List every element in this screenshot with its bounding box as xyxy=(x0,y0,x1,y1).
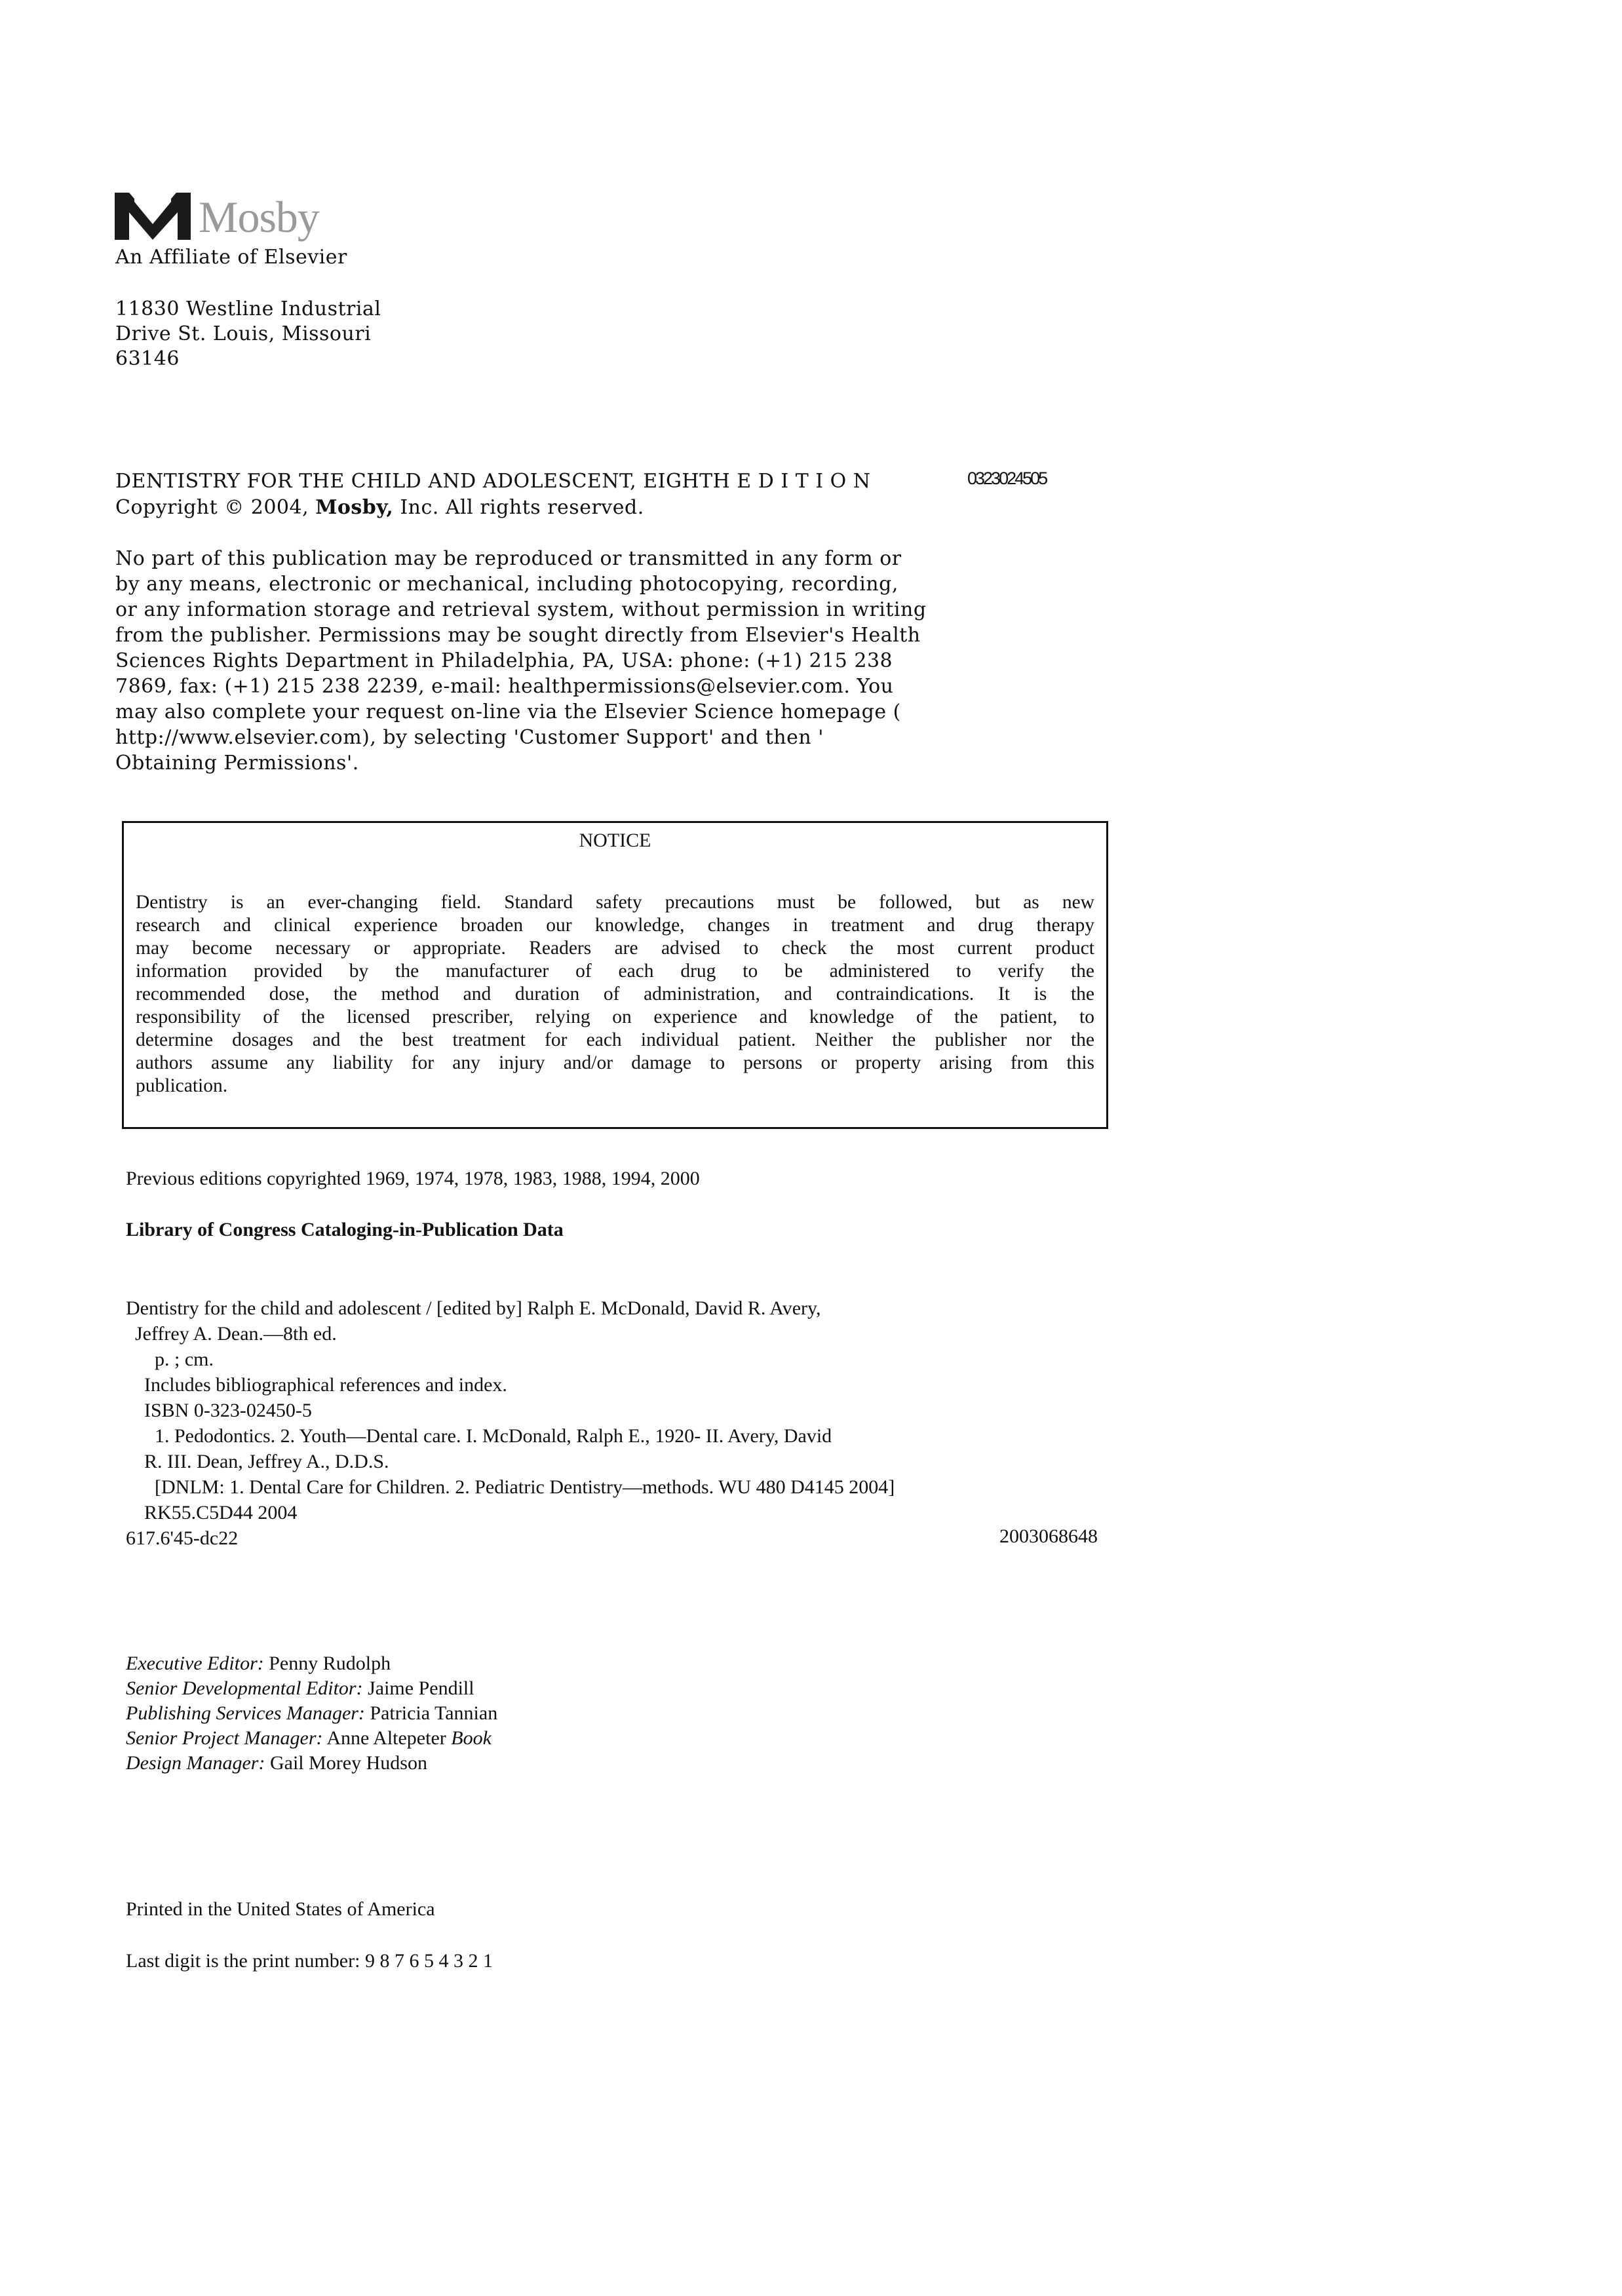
notice-box xyxy=(122,821,1108,1129)
notice-line: recommended dose, the method and duration of administration, and contraindications. It is the xyxy=(136,984,1094,1004)
notice-line: authors assume any liability for any injury and/or damage to persons or property arising from this xyxy=(136,1052,1094,1073)
cip-line: Includes bibliographical references and index. xyxy=(144,1374,507,1396)
book-title-line: DENTISTRY FOR THE CHILD AND ADOLESCENT, EIGHTH E D I T I O N xyxy=(115,470,871,493)
rights-line: or any information storage and retrieval system, without permission in writing xyxy=(115,598,927,621)
copyright-suffix: Inc. All rights reserved. xyxy=(393,496,644,519)
rights-line: may also complete your request on-line via the Elsevier Science homepage ( xyxy=(115,700,901,723)
notice-line: Dentistry is an ever-changing field. Standard safety precautions must be followed, but as new xyxy=(136,892,1094,913)
isbn-code: 0323024505 xyxy=(967,469,1047,488)
cip-line: [DNLM: 1. Dental Care for Children. 2. Pediatric Dentistry—methods. WU 480 D4145 2004] xyxy=(155,1476,895,1498)
cip-line: Dentistry for the child and adolescent / [edited by] Ralph E. McDonald, David R. Avery, xyxy=(126,1297,821,1319)
credit-trail: Book xyxy=(451,1727,492,1749)
editorial-credits xyxy=(126,1651,497,1776)
print-number-line: Last digit is the print number: 9 8 7 6 5 4 3 2 1 xyxy=(126,1950,493,1972)
address-line: 11830 Westline Industrial xyxy=(115,297,381,320)
credit-line xyxy=(126,1676,497,1701)
credit-role: Senior Developmental Editor: xyxy=(126,1677,363,1699)
logo-wordmark: Mosby xyxy=(199,192,319,242)
cip-heading: Library of Congress Cataloging-in-Publication Data xyxy=(126,1219,564,1240)
cip-line: p. ; cm. xyxy=(155,1349,214,1370)
cip-record xyxy=(126,1295,895,1551)
rights-line: Obtaining Permissions'. xyxy=(115,752,359,775)
cip-line: R. III. Dean, Jeffrey A., D.D.S. xyxy=(144,1451,389,1472)
copyright-publisher: Mosby, xyxy=(315,496,394,519)
credit-line xyxy=(126,1726,497,1751)
copyright-line xyxy=(115,495,644,520)
notice-title: NOTICE xyxy=(579,830,651,851)
rights-line: 7869, fax: (+1) 215 238 2239, e-mail: healthpermissions@elsevier.com. You xyxy=(115,675,894,698)
affiliate-line: An Affiliate of Elsevier xyxy=(115,246,347,269)
notice-body xyxy=(136,891,1094,1098)
lccn-number: 2003068648 xyxy=(999,1525,1098,1547)
credit-line xyxy=(126,1701,497,1726)
notice-line: research and clinical experience broaden our knowledge, changes in treatment and drug therapy xyxy=(136,915,1094,936)
notice-line: responsibility of the licensed prescriber, relying on experience and knowledge of the patient, to xyxy=(136,1006,1094,1027)
notice-line: may become necessary or appropriate. Readers are advised to check the most current product xyxy=(136,938,1094,959)
credit-role: Senior Project Manager: xyxy=(126,1727,323,1749)
rights-line: Sciences Rights Department in Philadelphia, PA, USA: phone: (+1) 215 238 xyxy=(115,649,893,672)
credit-name: Gail Morey Hudson xyxy=(265,1752,427,1774)
address-line: Drive St. Louis, Missouri xyxy=(115,322,372,345)
credit-name: Patricia Tannian xyxy=(364,1702,498,1724)
credit-name: Penny Rudolph xyxy=(263,1653,391,1674)
cip-line: Jeffrey A. Dean.—8th ed. xyxy=(135,1323,337,1345)
notice-line: determine dosages and the best treatment for each individual patient. Neither the publisher nor the xyxy=(136,1029,1094,1050)
publisher-address xyxy=(115,296,381,371)
cip-line: 617.6'45-dc22 xyxy=(126,1527,239,1549)
printed-in: Printed in the United States of America xyxy=(126,1898,435,1920)
mosby-m-icon xyxy=(115,190,193,241)
previous-editions: Previous editions copyrighted 1969, 1974, 1978, 1983, 1988, 1994, 2000 xyxy=(126,1168,700,1189)
rights-line: by any means, electronic or mechanical, including photocopying, recording, xyxy=(115,573,898,596)
notice-line: publication. xyxy=(136,1075,228,1096)
rights-line: from the publisher. Permissions may be sought directly from Elsevier's Health xyxy=(115,624,921,647)
cip-line: 1. Pedodontics. 2. Youth—Dental care. I. McDonald, Ralph E., 1920- II. Avery, David xyxy=(155,1425,832,1447)
credit-name: Jaime Pendill xyxy=(362,1677,474,1699)
mosby-logo xyxy=(115,190,390,242)
copyright-prefix: Copyright © 2004, xyxy=(115,496,316,519)
cip-line: RK55.C5D44 2004 xyxy=(144,1502,298,1523)
rights-line: http://www.elsevier.com), by selecting 'Customer Support' and then ' xyxy=(115,726,824,749)
rights-line: No part of this publication may be reproduced or transmitted in any form or xyxy=(115,547,902,570)
credit-role: Design Manager: xyxy=(126,1752,265,1774)
credit-name: Anne Altepeter xyxy=(322,1727,452,1749)
rights-paragraph xyxy=(115,546,927,776)
notice-line: information provided by the manufacturer of each drug to be administered to verify the xyxy=(136,961,1094,982)
credit-role: Executive Editor: xyxy=(126,1653,264,1674)
address-line: 63146 xyxy=(115,347,180,370)
credit-role: Publishing Services Manager: xyxy=(126,1702,365,1724)
cip-line: ISBN 0-323-02450-5 xyxy=(144,1400,312,1421)
credit-line xyxy=(126,1751,497,1776)
credit-line xyxy=(126,1651,497,1676)
